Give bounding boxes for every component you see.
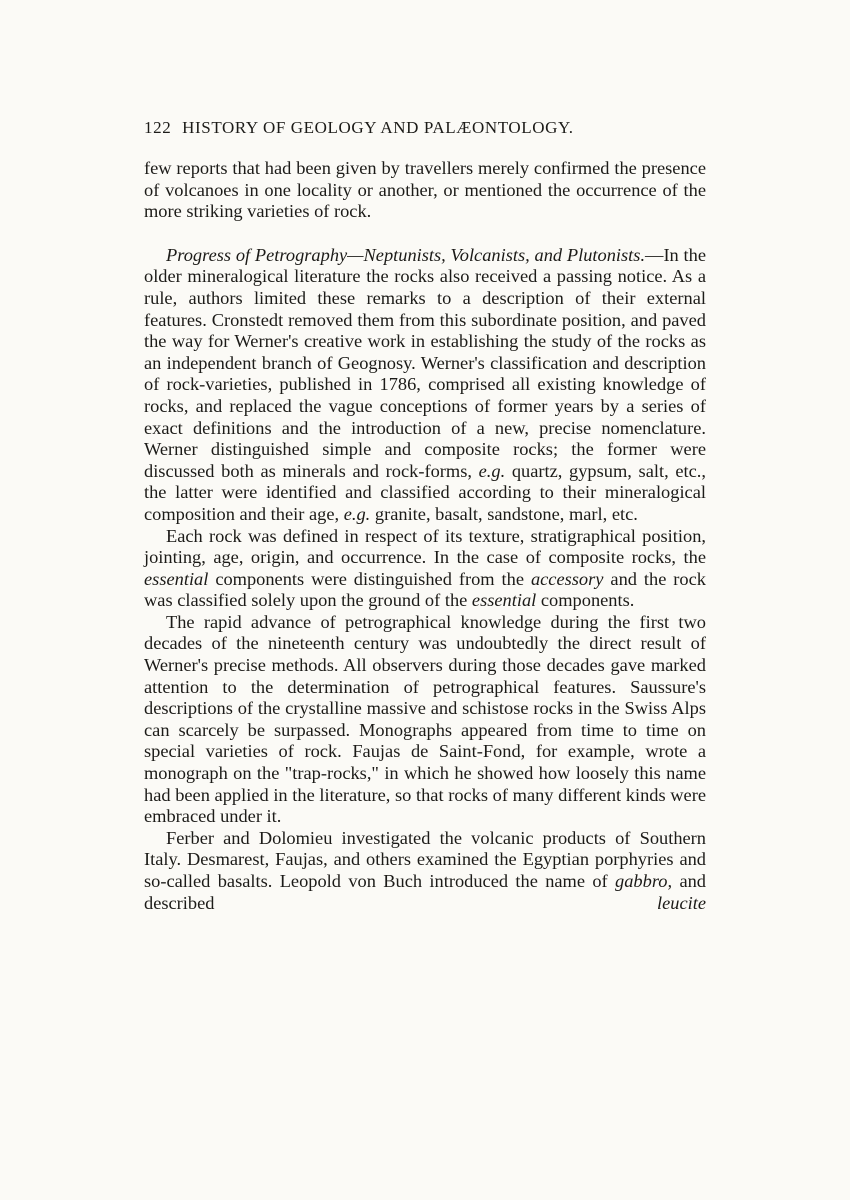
text-run: —In the older mineralogical literature the rocks also received a passing notice. As a rule, authors limited these remarks to a description of their external features. Cronstedt removed them from this subordinate position, and paved the way for Werner's creative work in establishing the study of the rocks as an independent branch of Geognosy. Werner's classification and description of rock-varieties, published in 1786, comprised all existing knowledge of rocks, and replaced the vague conceptions of former years by a series of exact definitions and the introduction of a new, precise nomenclature. Werner distinguished simple and composite rocks; the former were discussed both as minerals and rock-forms, <box>144 244 706 481</box>
term-accessory: accessory <box>530 568 604 589</box>
term-essential: essential <box>144 568 209 589</box>
running-head <box>144 118 706 138</box>
text-run: quartz, gypsum, salt, etc., the latter were identified and classified according to their mineralogical composition and their age, <box>144 460 706 524</box>
term-gabbro: gabbro, <box>615 871 673 891</box>
paragraph-rock-definition <box>144 526 706 612</box>
text-run: and the rock was classified solely upon the ground of the <box>144 568 706 611</box>
text-run: and described <box>144 871 706 913</box>
term-leucite: leucite <box>656 892 706 913</box>
text-run: Each rock was defined in respect of its texture, stratigraphical position, jointing, age, origin, and occurrence. In the case of composite rocks, the <box>144 525 706 568</box>
abbrev-eg: e.g. <box>343 503 371 524</box>
paragraph-ferber <box>144 828 706 914</box>
running-title: HISTORY OF GEOLOGY AND PALÆONTOLOGY. <box>182 118 574 137</box>
term-essential: essential <box>471 590 537 611</box>
paragraph-continuation: few reports that had been given by travellers merely confirmed the presence of volcanoes in one locality or another, or mentioned the occurrence of the more striking varieties of rock. <box>144 158 706 222</box>
abbrev-eg: e.g. <box>478 460 506 481</box>
section-heading: Progress of Petrography—Neptunists, Volcanists, and Plutonists. <box>166 244 646 265</box>
text-run: components. <box>540 590 635 611</box>
paragraph-petrography <box>144 245 706 526</box>
text-run: components were distinguished from the <box>215 568 524 589</box>
text-run: granite, basalt, sandstone, marl, etc. <box>374 503 638 524</box>
book-page <box>144 118 706 914</box>
text-run: Ferber and Dolomieu investigated the volcanic products of Southern Italy. Desmarest, Faujas, and others examined the Egyptian porphyries and so-called basalts. Leopold von Buch introduced the name of <box>144 827 706 891</box>
page-number: 122 <box>144 118 172 137</box>
paragraph-advance: The rapid advance of petrographical knowledge during the first two decades of the nineteenth century was undoubtedly the direct result of Werner's precise methods. All observers during those decades gave marked attention to the determination of petrographical features. Saussure's descriptions of the crystalline massive and schistose rocks in the Swiss Alps can scarcely be surpassed. Monographs appeared from time to time on special varieties of rock. Faujas de Saint-Fond, for example, wrote a monograph on the "trap-rocks," in which he showed how loosely this name had been applied in the literature, so that rocks of many different kinds were embraced under it. <box>144 611 706 827</box>
